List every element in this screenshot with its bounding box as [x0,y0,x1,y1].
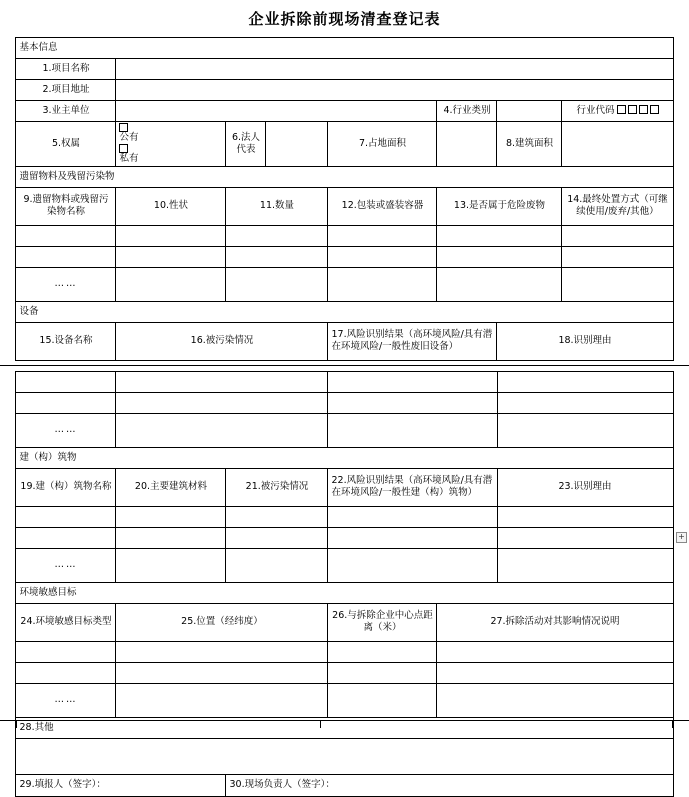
header-building-risk: 22.风险识别结果（高环境风险/具有潜在环境风险/一般性建（构）筑物） [328,468,497,506]
cell-building-name[interactable] [16,506,116,527]
expand-marker-icon[interactable]: + [676,532,687,543]
value-land-area[interactable] [437,122,497,167]
cell-residual-property[interactable] [116,225,226,246]
header-sensitive-distance: 26.与拆除企业中心点距离（米） [328,603,437,641]
cell-building-material[interactable] [116,548,226,582]
table-row [16,59,673,80]
header-sensitive-type: 24.环境敏感目标类型 [16,603,116,641]
section-title-sensitive: 环境敏感目标 [16,582,673,603]
cell-residual-ellipsis: …… [16,267,116,301]
ownership-private-option[interactable] [119,144,222,165]
header-residual-hazardous: 13.是否属于危险废物 [437,187,562,225]
header-residual-quantity: 11.数量 [226,187,328,225]
cell-sensitive-position[interactable] [116,683,328,717]
cell-sensitive-ellipsis: …… [16,683,116,717]
table-row [16,662,673,683]
cell-building-reason[interactable] [497,548,673,582]
header-equipment-risk: 17.风险识别结果（高环境风险/具有潜在环境风险/一般性废旧设备） [328,322,497,360]
table-row [16,246,673,267]
header-residual-name: 9.遗留物料或残留污染物名称 [16,187,116,225]
value-industry-category[interactable] [497,101,562,122]
cell-residual-property[interactable] [116,246,226,267]
cell-residual-disposal[interactable] [562,225,673,246]
header-building-reason: 23.识别理由 [497,468,673,506]
form-table-bottom [15,371,673,797]
cell-residual-property[interactable] [116,267,226,301]
table-row [16,80,673,101]
cell-divider [672,721,673,728]
ownership-private-label: 私有 [119,152,139,164]
cell-residual-quantity[interactable] [226,267,328,301]
table-row [16,641,673,662]
cell-residual-hazardous[interactable] [437,246,562,267]
cell-equipment-reason[interactable] [497,413,673,447]
ownership-public-label: 公有 [119,132,139,143]
cell-sensitive-position[interactable] [116,662,328,683]
checkbox-icon[interactable] [617,105,626,114]
cell-divider [320,721,321,728]
page-title: 企业拆除前现场清查登记表 [248,10,441,28]
cell-sensitive-type[interactable] [16,662,116,683]
section-row-basic [16,38,673,59]
ownership-options[interactable] [116,122,226,167]
cell-residual-quantity[interactable] [226,246,328,267]
checkbox-icon[interactable] [628,105,637,114]
cell-building-contamination[interactable] [226,506,328,527]
table-row [16,371,673,392]
table-row [16,413,673,447]
cell-building-reason[interactable] [497,527,673,548]
header-sensitive-impact: 27.拆除活动对其影响情况说明 [437,603,673,641]
cell-equipment-risk[interactable] [328,413,497,447]
header-residual-container: 12.包装或盛装容器 [328,187,437,225]
table-row [16,506,673,527]
cell-equipment-contamination[interactable] [116,413,328,447]
label-ownership: 5.权属 [16,122,116,167]
section-row-equipment [16,301,673,322]
cell-sensitive-position[interactable] [116,641,328,662]
cell-equipment-name[interactable] [16,371,116,392]
cell-sensitive-distance[interactable] [328,641,437,662]
cell-residual-container[interactable] [328,267,437,301]
table-row [16,101,673,122]
header-equipment-contamination: 16.被污染情况 [116,322,328,360]
form-table-top [15,37,673,361]
table-row [16,527,673,548]
cell-residual-name[interactable] [16,246,116,267]
table-row [16,392,673,413]
cell-sensitive-distance[interactable] [328,662,437,683]
label-owner-unit: 3.业主单位 [16,101,116,122]
value-owner-unit[interactable] [116,101,437,122]
header-residual-property: 10.性状 [116,187,226,225]
label-filler-signature: 29.填报人（签字）： [16,774,226,796]
label-project-name: 1.项目名称 [16,59,116,80]
checkbox-icon[interactable] [650,105,659,114]
label-industry-code: 行业代码 [576,105,615,117]
cell-equipment-reason[interactable] [497,371,673,392]
ownership-public-option[interactable] [119,123,222,144]
cell-equipment-ellipsis: …… [16,413,116,447]
label-legal-rep: 6.法人代表 [226,122,266,167]
cell-building-contamination[interactable] [226,527,328,548]
cell-sensitive-type[interactable] [16,641,116,662]
cell-equipment-contamination[interactable] [116,392,328,413]
checkbox-icon[interactable] [639,105,648,114]
section-title-equipment: 设备 [16,301,673,322]
checkbox-icon[interactable] [119,123,128,132]
section-title-building: 建（构）筑物 [16,447,673,468]
cell-building-reason[interactable] [497,506,673,527]
cell-divider [16,721,17,728]
cell-residual-disposal[interactable] [562,267,673,301]
label-industry-category: 4.行业类别 [437,101,497,122]
label-land-area: 7.占地面积 [328,122,437,167]
cell-residual-hazardous[interactable] [437,225,562,246]
cell-building-material[interactable] [116,527,226,548]
cell-building-risk[interactable] [328,527,497,548]
header-building-material: 20.主要建筑材料 [116,468,226,506]
label-project-address: 2.项目地址 [16,80,116,101]
cell-sensitive-impact[interactable] [437,641,673,662]
cell-other-value[interactable] [16,738,673,774]
cell-equipment-contamination[interactable] [116,371,328,392]
header-equipment-name: 15.设备名称 [16,322,116,360]
section-row-sensitive [16,582,673,603]
signature-row [16,774,673,796]
header-equipment-reason: 18.识别理由 [497,322,673,360]
cell-building-ellipsis: …… [16,548,116,582]
cell-sensitive-impact[interactable] [437,662,673,683]
cell-equipment-risk[interactable] [328,371,497,392]
section-row-residual [16,166,673,187]
table-row [16,122,673,167]
section-row-building [16,447,673,468]
table-row [16,683,673,717]
table-row [16,548,673,582]
label-responsible-signature: 30.现场负责人（签字）： [226,774,673,796]
cell-building-material[interactable] [116,506,226,527]
cell-residual-name[interactable] [16,225,116,246]
section-title-residual: 遗留物料及残留污染物 [16,166,673,187]
cell-sensitive-impact[interactable] [437,683,673,717]
cell-equipment-name[interactable] [16,392,116,413]
cell-building-risk[interactable] [328,548,497,582]
label-building-area: 8.建筑面积 [497,122,562,167]
cell-equipment-reason[interactable] [497,392,673,413]
table-row [16,267,673,301]
table-header-row [16,187,673,225]
table-row [16,225,673,246]
value-legal-rep[interactable] [266,122,328,167]
industry-code-cell[interactable] [562,101,673,122]
page-break-divider [0,365,689,366]
cell-building-contamination[interactable] [226,548,328,582]
section-title-other: 28.其他 [16,717,673,738]
cell-building-risk[interactable] [328,506,497,527]
cell-residual-hazardous[interactable] [437,267,562,301]
value-project-name[interactable] [116,59,673,80]
header-building-contamination: 21.被污染情况 [226,468,328,506]
checkbox-icon[interactable] [119,144,128,153]
header-residual-disposal: 14.最终处置方式（可继续使用/废弃/其他） [562,187,673,225]
header-building-name: 19.建（构）筑物名称 [16,468,116,506]
cell-residual-container[interactable] [328,246,437,267]
header-sensitive-position: 25.位置（经纬度） [116,603,328,641]
value-building-area[interactable] [562,122,673,167]
table-row [16,738,673,774]
table-header-row [16,468,673,506]
table-row-partial [0,720,689,728]
cell-building-name[interactable] [16,527,116,548]
value-project-address[interactable] [116,80,673,101]
document-page [0,8,689,791]
cell-residual-container[interactable] [328,225,437,246]
cell-equipment-risk[interactable] [328,392,497,413]
cell-sensitive-distance[interactable] [328,683,437,717]
table-header-row [16,322,673,360]
table-header-row [16,603,673,641]
cell-residual-disposal[interactable] [562,246,673,267]
cell-residual-quantity[interactable] [226,225,328,246]
section-title-basic: 基本信息 [16,38,673,59]
